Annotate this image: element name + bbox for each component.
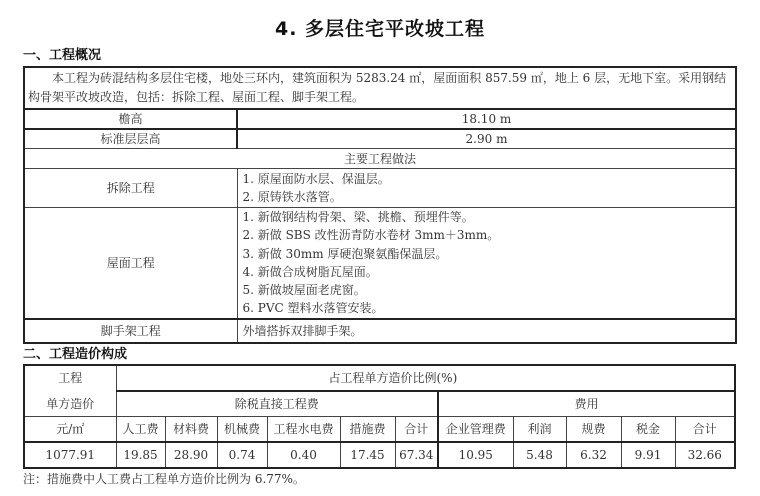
- list-item: 4. 新做合成树脂瓦屋面。: [242, 264, 378, 279]
- statutory-fees-value: 6.32: [566, 442, 621, 468]
- list-item: 2. 新做 SBS 改性沥青防水卷材 3mm＋3mm。: [242, 228, 500, 243]
- list-item: 2. 原铸铁水落管。: [242, 190, 342, 204]
- cost-header-row-2: [24, 391, 735, 417]
- profit-value: 5.48: [513, 442, 566, 468]
- utilities-value: 0.40: [267, 442, 340, 468]
- roofing-row: [24, 208, 736, 319]
- col-management: 企业管理费: [438, 417, 513, 443]
- demolition-label: 拆除工程: [24, 169, 237, 208]
- list-item: 6. PVC 塑料水落管安装。: [242, 301, 384, 316]
- direct-total-value: 67.34: [395, 442, 438, 468]
- floor-height-label: 标准层层高: [24, 129, 237, 149]
- cost-column-header-row: [24, 417, 735, 443]
- roofing-items: [237, 208, 736, 319]
- cost-header-row-1: [24, 365, 735, 391]
- col-labor: 人工费: [116, 417, 165, 443]
- unit-price-label-line2: 单方造价: [46, 397, 95, 411]
- col-tax: 税金: [621, 417, 675, 443]
- unit-price-value: 1077.91: [24, 442, 116, 468]
- overview-table: [23, 66, 737, 344]
- col-measures: 措施费: [340, 417, 395, 443]
- footnote: 注：措施费中人工费占工程单方造价比例为 6.77%。: [23, 472, 305, 486]
- unit-label: 元/㎡: [24, 417, 116, 443]
- machinery-value: 0.74: [217, 442, 267, 468]
- col-materials: 材料费: [165, 417, 217, 443]
- roofing-label: 屋面工程: [24, 208, 237, 319]
- methods-header: 主要工程做法: [24, 149, 736, 169]
- fees-header: 费用: [438, 391, 735, 417]
- col-statutory-fees: 规费: [566, 417, 621, 443]
- list-item: 外墙搭拆双排脚手架。: [242, 323, 363, 338]
- measures-value: 17.45: [340, 442, 395, 468]
- project-description: 本工程为砖混结构多层住宅楼，地处三环内，建筑面积为 5283.24 ㎡，屋面面积 857.59 ㎡，地上 6 层，无地下室。采用钢结构骨架平改坡改造，包括：拆除工程、屋面工程、脚手架工程。: [24, 67, 736, 109]
- cost-table: [23, 364, 736, 469]
- unit-price-header: [24, 365, 116, 417]
- eave-height-label: 檐高: [24, 109, 237, 129]
- tax-value: 9.91: [621, 442, 675, 468]
- scaffolding-items: [237, 319, 736, 343]
- section-heading-cost: 二、工程造价构成: [23, 347, 128, 362]
- eave-height-row: [24, 109, 736, 129]
- labor-value: 19.85: [116, 442, 165, 468]
- fees-total-value: 32.66: [675, 442, 735, 468]
- materials-value: 28.90: [165, 442, 217, 468]
- col-profit: 利润: [513, 417, 566, 443]
- direct-cost-header: 除税直接工程费: [116, 391, 438, 417]
- scaffolding-row: [24, 319, 736, 343]
- col-fees-total: 合计: [675, 417, 735, 443]
- floor-height-value: 2.90 m: [237, 129, 736, 149]
- scaffolding-label: 脚手架工程: [24, 319, 237, 343]
- unit-price-label-line1: 工程: [58, 371, 83, 385]
- section-heading-overview: 一、工程概况: [23, 48, 102, 63]
- list-item: 1. 原屋面防水层、保温层。: [242, 171, 390, 186]
- demolition-items: [237, 169, 736, 208]
- floor-height-row: [24, 129, 736, 149]
- cost-value-row: [24, 442, 735, 468]
- list-item: 3. 新做 30mm 厚硬泡聚氨酯保温层。: [242, 246, 448, 261]
- page-title: 4. 多层住宅平改坡工程: [274, 18, 486, 40]
- methods-header-row: [24, 149, 736, 169]
- eave-height-value: 18.10 m: [237, 109, 736, 129]
- col-direct-total: 合计: [395, 417, 438, 443]
- ratio-header: 占工程单方造价比例(%): [116, 365, 735, 391]
- col-machinery: 机械费: [217, 417, 267, 443]
- intro-row: [24, 67, 736, 109]
- demolition-row: [24, 169, 736, 208]
- list-item: 5. 新做坡屋面老虎窗。: [242, 283, 366, 298]
- list-item: 1. 新做钢结构骨架、梁、挑檐、预埋件等。: [242, 210, 474, 224]
- col-utilities: 工程水电费: [267, 417, 340, 443]
- management-value: 10.95: [438, 442, 513, 468]
